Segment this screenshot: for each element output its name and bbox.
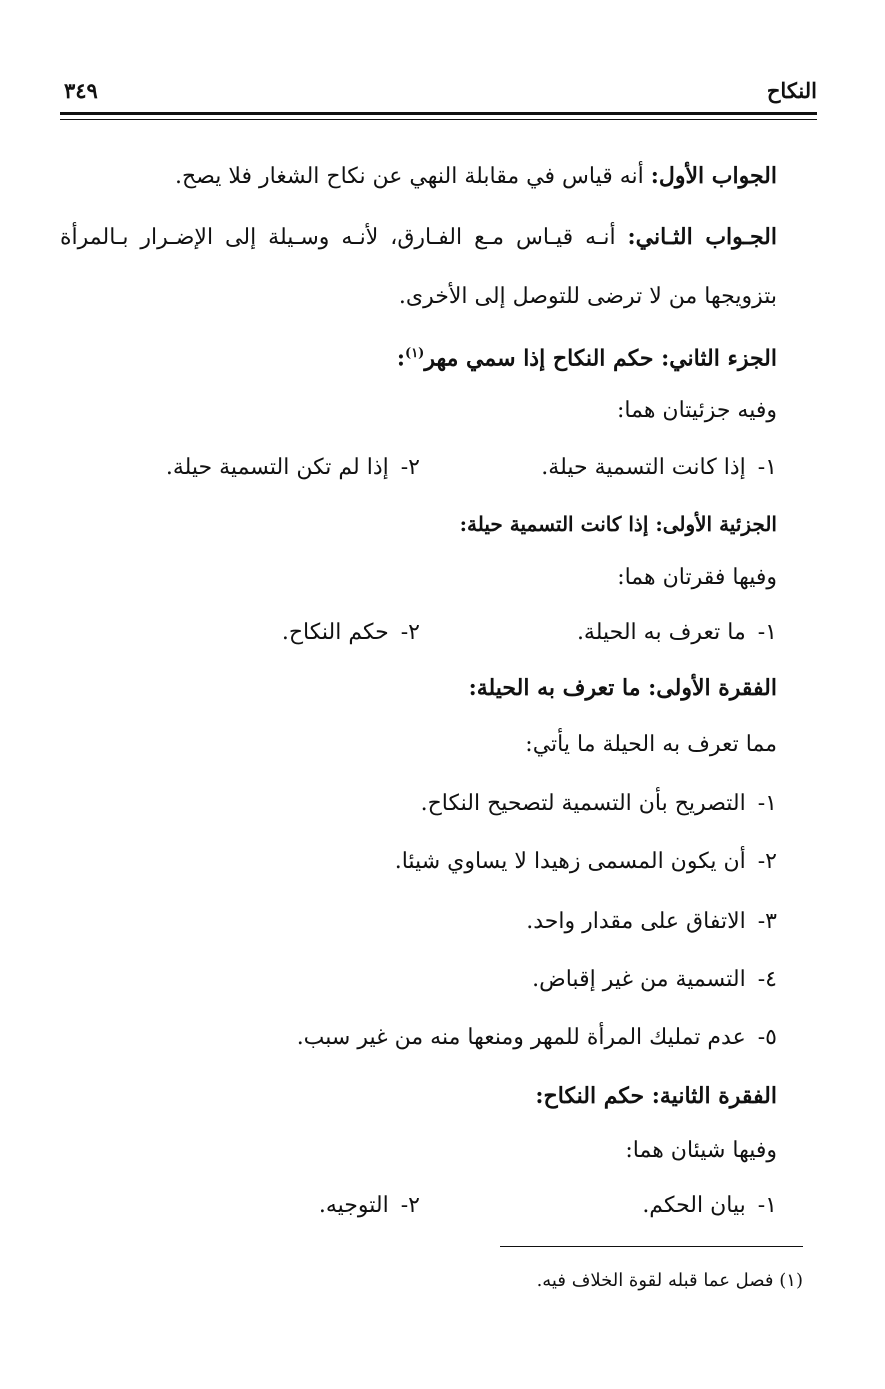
list-item <box>541 452 777 484</box>
item-number: ٤- <box>757 967 777 992</box>
list-item <box>421 788 777 820</box>
para2-intro: وفيها شيئان هما: <box>625 1138 777 1163</box>
answer1-text: أنه قياس في مقابلة النهي عن نكاح الشغار فلا يصح. <box>174 164 651 189</box>
chapter-title: النكاح <box>766 78 817 103</box>
header-rule-thin <box>60 119 817 120</box>
list-item <box>577 617 777 649</box>
item-number: ١- <box>757 791 777 816</box>
item-number: ٥- <box>757 1025 777 1050</box>
footnote-text: فصل عما قبله لقوة الخلاف فيه. <box>536 1270 774 1291</box>
footnote-rule <box>500 1246 803 1247</box>
list-item <box>297 1022 777 1054</box>
list-item <box>319 1190 420 1222</box>
answer1-paragraph <box>175 160 777 193</box>
list-item <box>642 1190 777 1222</box>
list-item <box>166 452 420 484</box>
footnote-ref[interactable]: (١) <box>405 346 425 361</box>
para1-intro: مما تعرف به الحيلة ما يأتي: <box>525 732 777 757</box>
item-text: التوجيه. <box>318 1193 389 1218</box>
list-item <box>282 617 420 649</box>
item-text: أن يكون المسمى زهيدا لا يساوي شيئا. <box>394 849 746 874</box>
running-header <box>60 78 817 108</box>
list-item <box>532 964 777 996</box>
item-text: الاتفاق على مقدار واحد. <box>526 909 746 934</box>
part2-intro: وفيه جزئيتان هما: <box>617 398 777 423</box>
sub1-intro: وفيها فقرتان هما: <box>617 565 777 590</box>
sub1-heading: الجزئية الأولى: إذا كانت التسمية حيلة: <box>459 512 777 536</box>
footnote <box>537 1268 803 1294</box>
answer2-continuation: بتزويجها من لا ترضى للتوصل إلى الأخرى. <box>398 284 777 309</box>
answer1-label: الجواب الأول: <box>650 163 777 189</box>
list-item <box>526 906 777 938</box>
answer2-text: أنـه قيـاس مـع الفـارق، لأنـه وسـيلة إلى الإضـرار بـالمرأة <box>60 225 628 250</box>
item-number: ١- <box>757 1193 777 1218</box>
answer2-paragraph <box>60 221 777 254</box>
item-text: إذا لم تكن التسمية حيلة. <box>165 455 389 480</box>
item-number: ٢- <box>400 455 420 480</box>
part2-heading-colon: : <box>396 345 406 372</box>
item-text: حكم النكاح. <box>281 620 389 645</box>
list-item <box>395 846 777 878</box>
answer2-label: الجـواب الثـاني: <box>627 224 777 250</box>
item-text: التسمية من غير إقباض. <box>532 967 746 992</box>
item-text: بيان الحكم. <box>642 1193 746 1218</box>
item-number: ٢- <box>757 849 777 874</box>
item-number: ١- <box>757 455 777 480</box>
item-number: ٢- <box>400 620 420 645</box>
item-text: إذا كانت التسمية حيلة. <box>541 455 746 480</box>
page-number: ٣٤٩ <box>64 78 98 103</box>
item-text: التصريح بأن التسمية لتصحيح النكاح. <box>420 791 746 816</box>
item-number: ٢- <box>400 1193 420 1218</box>
footnote-mark: (١) <box>779 1270 803 1291</box>
para1-heading: الفقرة الأولى: ما تعرف به الحيلة: <box>468 675 777 701</box>
part2-heading <box>397 338 777 374</box>
part2-heading-text: الجزء الثاني: حكم النكاح إذا سمي مهر <box>424 345 777 372</box>
header-rule-thick <box>60 112 817 115</box>
item-number: ١- <box>757 620 777 645</box>
item-text: ما تعرف به الحيلة. <box>576 620 746 645</box>
para2-heading: الفقرة الثانية: حكم النكاح: <box>535 1083 777 1109</box>
item-text: عدم تمليك المرأة للمهر ومنعها منه من غير سبب. <box>296 1025 746 1050</box>
item-number: ٣- <box>757 909 777 934</box>
